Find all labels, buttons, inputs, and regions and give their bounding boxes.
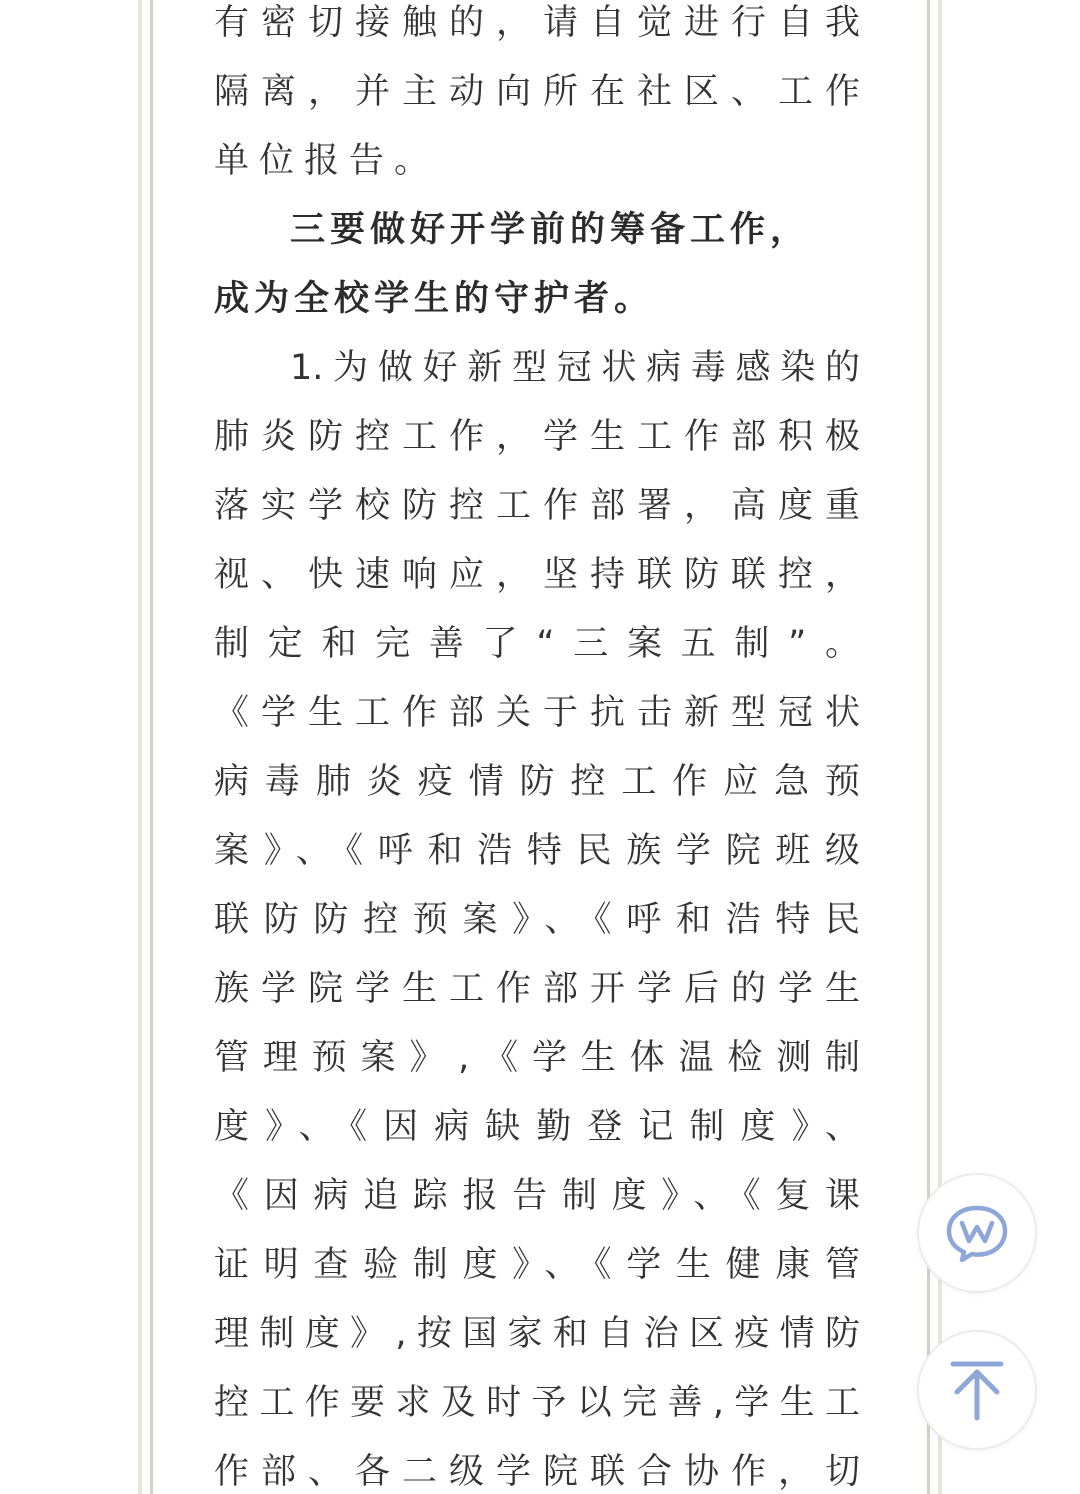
text-line: 视、快速响应，坚持联防联控， <box>214 555 860 595</box>
frame-line-left-inner <box>150 0 153 1494</box>
text-line: 案》、《呼和浩特民族学院班级 <box>214 831 860 871</box>
text-line: 制定和完善了“三案五制”。 <box>214 624 860 664</box>
text-line: 度》、《因病缺勤登记制度》、 <box>214 1107 860 1147</box>
text-line: 作部、各二级学院联合协作，切 <box>214 1452 860 1492</box>
text-line: 落实学校防控工作部署，高度重 <box>214 486 860 526</box>
text-line: 理制度》,按国家和自治区疫情防 <box>214 1314 860 1354</box>
text-line: 控工作要求及时予以完善,学生工 <box>214 1383 860 1423</box>
wechat-w-comment-icon <box>945 1203 1009 1263</box>
section-heading-line: 成为全校学生的守护者。 <box>214 279 655 319</box>
text-line: 1.为做好新型冠状病毒感染的 <box>290 348 860 388</box>
text-line: 有密切接触的，请自觉进行自我 <box>214 3 860 43</box>
text-line: 隔离，并主动向所在社区、工作 <box>214 72 860 112</box>
section-heading-line: 三要做好开学前的筹备工作， <box>290 210 811 250</box>
text-line: 管理预案》,《学生体温检测制 <box>214 1038 860 1078</box>
back-to-top-button[interactable] <box>917 1330 1037 1450</box>
text-line: 《学生工作部关于抗击新型冠状 <box>214 693 860 733</box>
text-line: 联防防控预案》、《呼和浩特民 <box>214 900 860 940</box>
arrow-up-to-top-icon <box>947 1358 1007 1422</box>
frame-line-left-outer <box>138 0 142 1494</box>
comment-button[interactable] <box>917 1173 1037 1293</box>
text-line: 《因病追踪报告制度》、《复课 <box>214 1176 860 1216</box>
text-line: 肺炎防控工作，学生工作部积极 <box>214 417 860 457</box>
text-line: 单位报告。 <box>214 141 440 181</box>
text-line: 族学院学生工作部开学后的学生 <box>214 969 860 1009</box>
text-line: 病毒肺炎疫情防控工作应急预 <box>214 762 860 802</box>
text-line: 证明查验制度》、《学生健康管 <box>214 1245 860 1285</box>
